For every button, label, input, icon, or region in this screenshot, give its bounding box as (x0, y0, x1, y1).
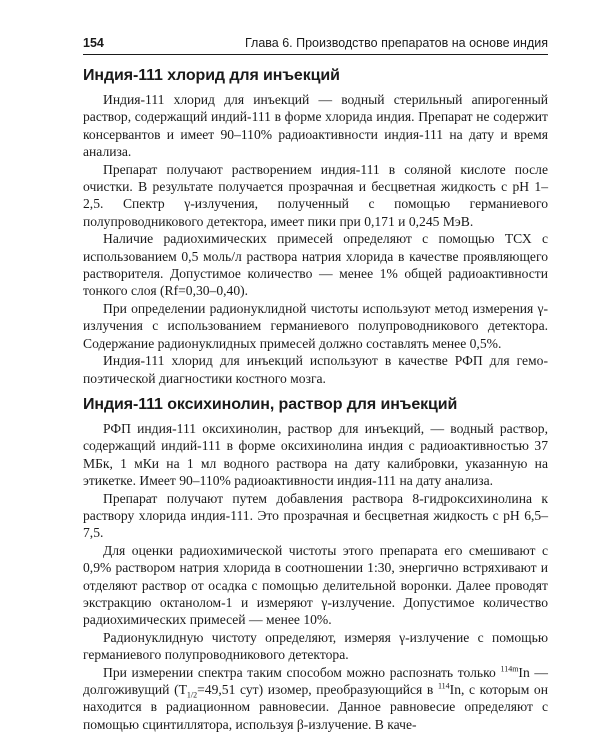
running-header (83, 36, 548, 55)
isotope-superscript: 114 (437, 681, 450, 691)
page-number: 154 (83, 36, 104, 50)
half-life-subscript: 1/2 (186, 690, 198, 700)
paragraph: Наличие радиохимических примесей определяют с помощью ТСХ с использованием 0,5 моль/л раствора натрия хлорида в качестве проявляющего растворителя. Допустимое количество — менее 1% общей радиоактивности тонкого слоя (Rf=0,30–0,40). (83, 231, 548, 299)
paragraph: Индия-111 хлорид для инъекций — водный стерильный апирогенный раствор, содержащий индий-111 в форме хлорида индия. Препарат не содержит консервантов и имеет 90–110% радиоактивности индия-111 на дату и время анализа. (83, 92, 548, 160)
section-heading: Индия-111 оксихинолин, раствор для инъекций (83, 395, 458, 413)
paragraph-last (83, 664, 548, 734)
paragraph: Радионуклидную чистоту определяют, измеряя γ-излучение с помощью германиевого полупроводникового детектора. (83, 629, 548, 663)
paragraph: Препарат получают путем добавления раствора 8-гидроксихинолина к раствору хлорида индия-111. Это прозрачная и бесцветная жидкость с pH 6,5–7,5. (83, 490, 548, 541)
chapter-title: Глава 6. Производство препаратов на основе индия (244, 36, 548, 50)
paragraph: При определении радионуклидной чистоты используют метод измерения γ-излучения с использованием германиевого полупроводникового детектора. Содержание радионуклидных примесей должно составлять менее 0,5%. (83, 300, 548, 351)
text-fragment: In, с которым он находится в радиационном равновесии. Данное равновесие определяют с помощью сцинтиллятора, используя β-излучение. В каче- (83, 682, 548, 732)
section-indium-chloride (83, 67, 548, 387)
text-fragment: При измерении спектра таким способом можно распознать только (103, 664, 501, 680)
document-page (83, 36, 548, 733)
paragraph: РФП индия-111 оксихинолин, раствор для инъекций, — водный раствор, содержащий индий-111 в форме оксихинолина индия с радиоактивностью 37 МБк, 1 мКи на 1 мл водного раствора на дату калибровки, указанную на этикетке. Имеет 90–110% радиоактивности индия-111 на дату анализа. (83, 420, 548, 489)
paragraph: Для оценки радиохимической чистоты этого препарата его смешивают с 0,9% раствором натрия хлорида в соотношении 1:30, энергично встряхивают и отделяют раствор от осадка с помощью делительной воронки. Далее проводят экстракцию октанолом-1 и измеряют γ-излучение. Допустимое количество радиохимических примесей — менее 10%. (83, 542, 548, 628)
section-heading: Индия-111 хлорид для инъекций (83, 67, 340, 84)
text-fragment: =49,51 сут) изомер, преобразующийся в (197, 682, 438, 697)
paragraph: Индия-111 хлорид для инъекций используют в качестве РФП для гемопоэтической диагностики костного мозга. (83, 353, 548, 386)
section-indium-oxine (83, 396, 548, 733)
paragraph: Препарат получают растворением индия-111 в соляной кислоте после очистки. В результате получается прозрачная и бесцветная жидкость с pH 1–2,5. Спектр γ-излучения, полученный с помощью германиевого полупроводникового детектора, имеет пики при 0,171 и 0,245 МэВ. (83, 161, 548, 229)
text-fragment: In — долгоживущий (T (83, 664, 548, 697)
isotope-superscript: 114m (500, 664, 519, 674)
